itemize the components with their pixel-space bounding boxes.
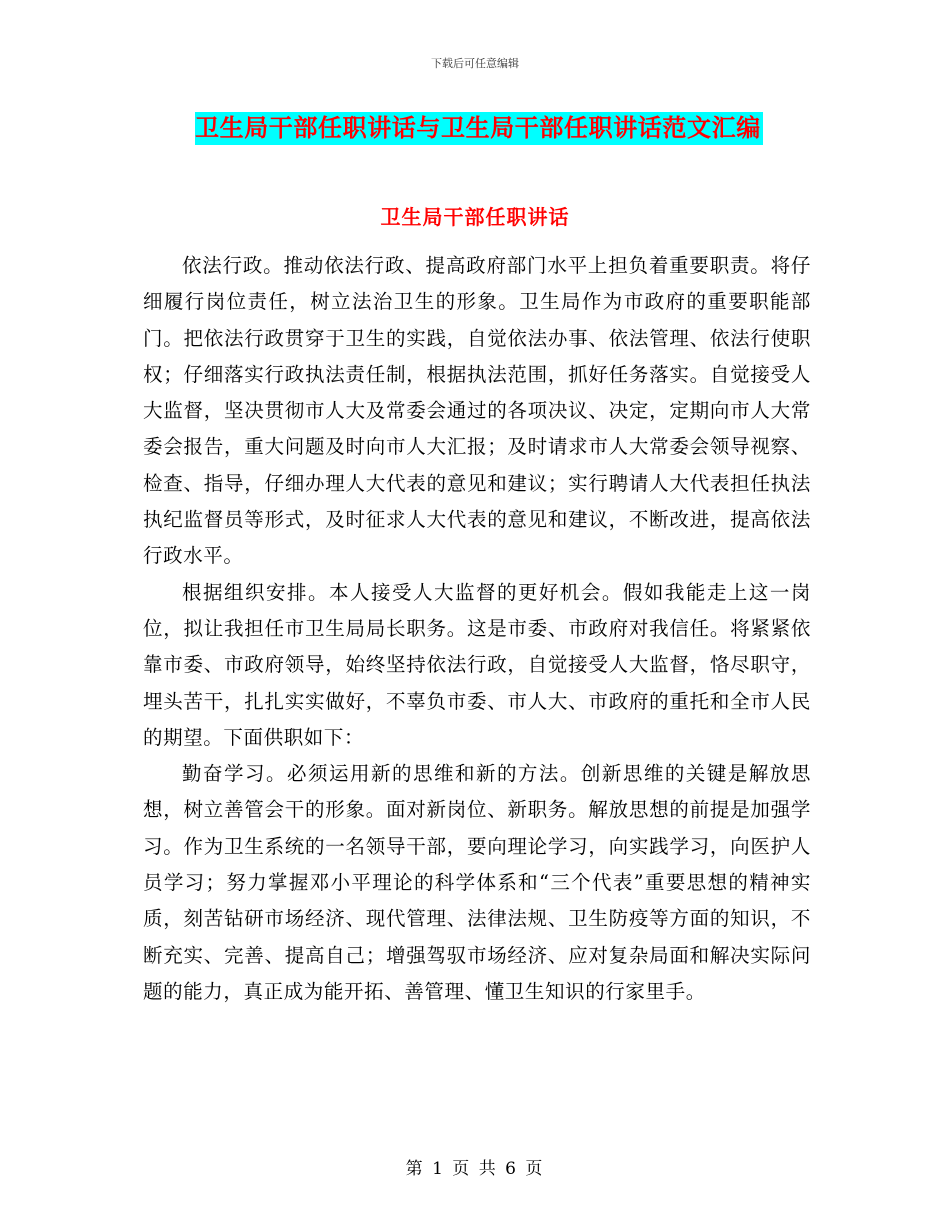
header-note: 下载后可任意编辑 bbox=[431, 57, 519, 70]
page-footer: 第 1 页 共 6 页 bbox=[405, 1159, 545, 1179]
body-text bbox=[143, 248, 811, 1010]
main-title-container bbox=[195, 112, 803, 145]
paragraph-3: 勤奋学习。必须运用新的思维和新的方法。创新思维的关键是解放思想，树立善管会干的形象。面对新岗位、新职务。解放思想的前提是加强学习。作为卫生系统的一名领导干部，要向理论学习，向实践学习，向医护人员学习；努力掌握邓小平理论的科学体系和“三个代表”重要思想的精神实质，刻苦钻研市场经济、现代管理、法律法规、卫生防疫等方面的知识，不断充实、完善、提高自己；增强驾驭市场经济、应对复杂局面和解决实际问题的能力，真正成为能开拓、善管理、懂卫生知识的行家里手。 bbox=[143, 762, 811, 1003]
section-title: 卫生局干部任职讲话 bbox=[380, 205, 570, 229]
paragraph-1: 依法行政。推动依法行政、提高政府部门水平上担负着重要职责。将仔细履行岗位责任，树立法治卫生的形象。卫生局作为市政府的重要职能部门。把依法行政贯穿于卫生的实践，自觉依法办事、依法管理、依法行使职权；仔细落实行政执法责任制，根据执法范围，抓好任务落实。自觉接受人大监督，坚决贯彻市人大及常委会通过的各项决议、决定，定期向市人大常委会报告，重大问题及时向市人大汇报；及时请求市人大常委会领导视察、检查、指导，仔细办理人大代表的意见和建议；实行聘请人大代表担任执法执纪监督员等形式，及时征求人大代表的意见和建议，不断改进，提高依法行政水平。 bbox=[143, 254, 811, 568]
paragraph-2: 根据组织安排。本人接受人大监督的更好机会。假如我能走上这一岗位，拟让我担任市卫生局局长职务。这是市委、市政府对我信任。将紧紧依靠市委、市政府领导，始终坚持依法行政，自觉接受人大监督，恪尽职守，埋头苦干，扎扎实实做好，不辜负市委、市人大、市政府的重托和全市人民的期望。下面供职如下： bbox=[143, 580, 811, 749]
main-title: 卫生局干部任职讲话与卫生局干部任职讲话范文汇编 bbox=[195, 112, 763, 145]
